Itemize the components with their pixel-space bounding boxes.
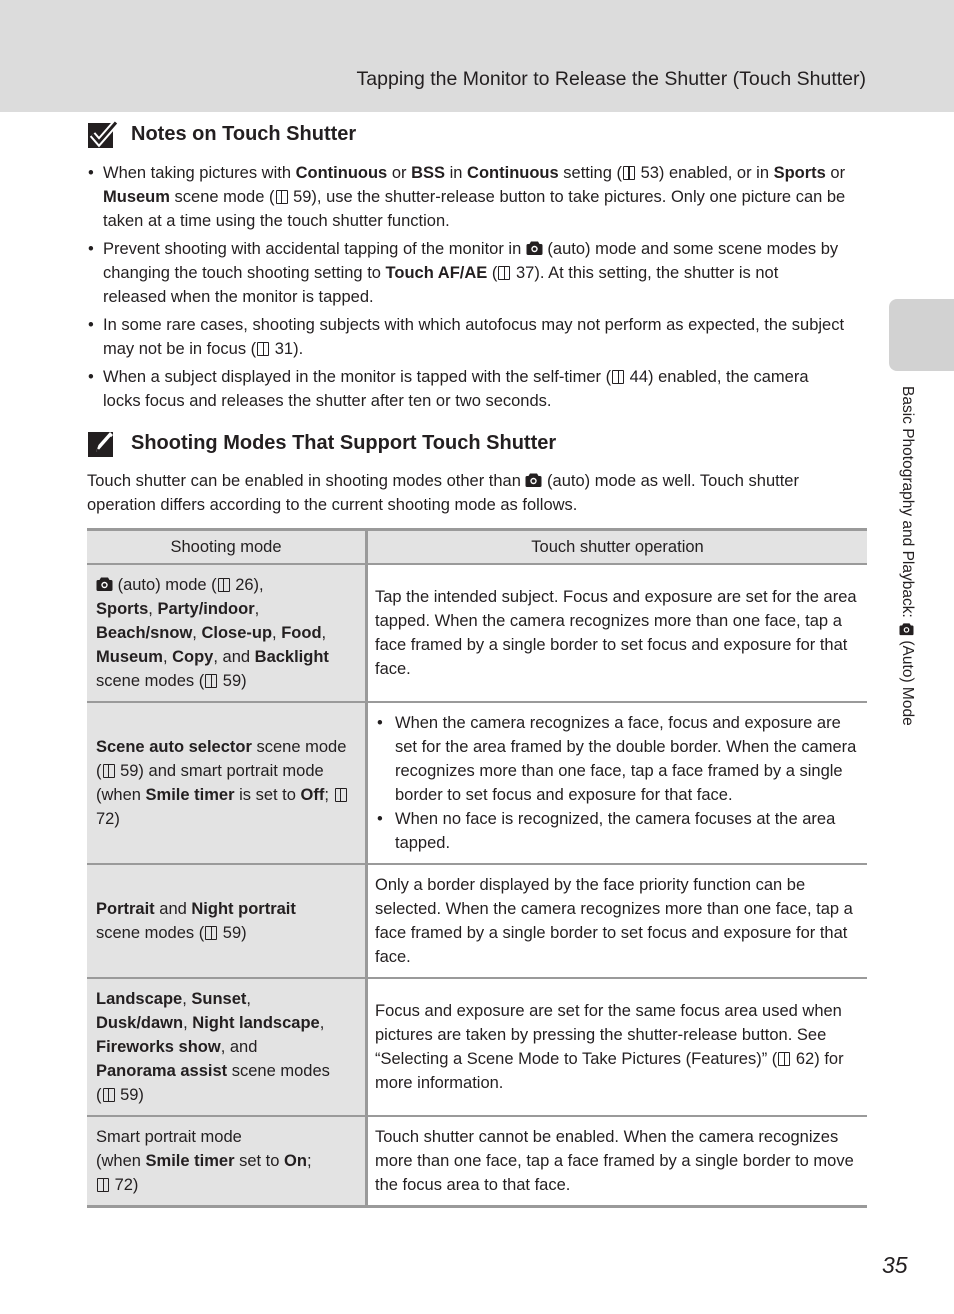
- operation-list-item: • When the camera recognizes a face, focus and exposure are set for the area framed by the double border. When the camera recognizes more than one face, tap a face framed by a single border to set focus and exposure for that face.: [375, 711, 858, 807]
- bold-term: Portrait: [96, 900, 155, 918]
- bold-term: Close-up: [201, 624, 273, 642]
- checkmark-icon: [87, 120, 118, 149]
- note-item: • Prevent shooting with accidental tapping of the monitor in (auto) mode and some scene modes by changing the touch shooting setting to Touch AF/AE ( 37). At this setting, the shutter is not released when the monitor is tapped.: [86, 237, 846, 309]
- bold-term: Fireworks show: [96, 1038, 221, 1056]
- shooting-mode-cell: Scene auto selector scene mode ( 59) and smart portrait mode (when Smile timer is set to Off; 72): [87, 702, 367, 864]
- reference-book-icon: [218, 578, 230, 592]
- page-header: [0, 0, 954, 112]
- note-item: • When taking pictures with Continuous or BSS in Continuous setting ( 53) enabled, or in Sports or Museum scene mode ( 59), use the shutter-release button to take pictures. Only one picture can be taken at a time using the touch shutter function.: [86, 161, 846, 233]
- bold-term: Dusk/dawn: [96, 1014, 184, 1032]
- side-label-text-before: Basic Photography and Playback:: [899, 386, 916, 623]
- pencil-note-icon: [87, 429, 118, 458]
- bold-term: Off: [300, 786, 325, 804]
- bold-term: Sports: [96, 600, 149, 618]
- reference-book-icon: [623, 166, 635, 180]
- reference-book-icon: [276, 190, 288, 204]
- bold-term: Smile timer: [145, 1152, 235, 1170]
- bold-term: On: [284, 1152, 307, 1170]
- shooting-mode-cell: (auto) mode ( 26), Sports, Party/indoor, Beach/snow, Close-up, Food, Museum, Copy, and Backlight scene modes ( 59): [87, 564, 367, 702]
- table-header-mode: Shooting mode: [87, 530, 367, 565]
- bold-term: Night portrait: [191, 900, 296, 918]
- operation-cell: [367, 702, 868, 864]
- bold-term: Touch AF/AE: [385, 264, 488, 282]
- side-label-text-after: (Auto) Mode: [899, 636, 916, 726]
- bold-term: Continuous: [467, 164, 559, 182]
- bold-term: Copy: [172, 648, 214, 666]
- reference-book-icon: [205, 674, 217, 688]
- notes-list: [86, 161, 846, 417]
- bold-term: BSS: [411, 164, 446, 182]
- reference-book-icon: [257, 342, 269, 356]
- bold-term: Food: [281, 624, 322, 642]
- reference-book-icon: [498, 266, 510, 280]
- bold-term: Party/indoor: [157, 600, 255, 618]
- camera-icon: [525, 472, 542, 488]
- table-row: [87, 1116, 867, 1207]
- bold-term: Backlight: [254, 648, 329, 666]
- operation-list: [375, 711, 858, 855]
- modes-heading: [87, 429, 556, 458]
- operation-cell: Only a border displayed by the face priority function can be selected. When the camera recognizes more than one face, tap a face framed by a single border to set focus and exposure for that face.: [367, 864, 868, 978]
- bold-term: Sports: [773, 164, 826, 182]
- bold-term: Continuous: [295, 164, 388, 182]
- reference-book-icon: [97, 1178, 109, 1192]
- reference-book-icon: [335, 788, 347, 802]
- reference-book-icon: [612, 370, 624, 384]
- bold-term: Museum: [103, 188, 170, 206]
- notes-heading: [87, 120, 356, 149]
- shooting-mode-cell: Portrait and Night portrait scene modes ( 59): [87, 864, 367, 978]
- bold-term: Smile timer: [145, 786, 235, 804]
- operation-cell: Focus and exposure are set for the same focus area used when pictures are taken by pressing the shutter-release button. See “Selecting a Scene Mode to Take Pictures (Features)” ( 62) for more information.: [367, 978, 868, 1116]
- section-side-tab: [889, 299, 954, 371]
- page-number: 35: [882, 1252, 908, 1278]
- note-item: • In some rare cases, shooting subjects with which autofocus may not perform as expected, the subject may not be in focus ( 31).: [86, 313, 846, 361]
- section-side-label: [896, 386, 918, 726]
- reference-book-icon: [103, 764, 115, 778]
- table-row: [87, 978, 867, 1116]
- operation-list-item: • When no face is recognized, the camera focuses at the area tapped.: [375, 807, 858, 855]
- reference-book-icon: [103, 1088, 115, 1102]
- table-header-operation: Touch shutter operation: [367, 530, 868, 565]
- camera-icon: [899, 622, 914, 636]
- camera-icon: [526, 240, 543, 256]
- operation-cell: Tap the intended subject. Focus and exposure are set for the area tapped. When the camera recognizes more than one face, tap a face framed by a single border to set focus and exposure for that face.: [367, 564, 868, 702]
- modes-intro: Touch shutter can be enabled in shooting modes other than (auto) mode as well. Touch shutter operation differs according to the current shooting mode as follows.: [87, 472, 799, 514]
- table-row: [87, 702, 867, 864]
- camera-icon: [96, 576, 113, 592]
- bold-term: Panorama assist: [96, 1062, 228, 1080]
- bold-term: Sunset: [191, 990, 247, 1008]
- table-row: [87, 864, 867, 978]
- modes-table: [87, 528, 867, 1208]
- operation-cell: Touch shutter cannot be enabled. When the camera recognizes more than one face, tap a face framed by a single border to move the focus area to that face.: [367, 1116, 868, 1207]
- bold-term: Scene auto selector: [96, 738, 252, 756]
- reference-book-icon: [778, 1052, 790, 1066]
- modes-heading-text: Shooting Modes That Support Touch Shutter: [131, 432, 557, 454]
- notes-heading-text: Notes on Touch Shutter: [131, 123, 357, 145]
- bold-term: Museum: [96, 648, 163, 666]
- page-header-title: Tapping the Monitor to Release the Shutter (Touch Shutter): [356, 68, 866, 90]
- bold-term: Beach/snow: [96, 624, 193, 642]
- bold-term: Landscape: [96, 990, 183, 1008]
- bold-term: Night landscape: [192, 1014, 320, 1032]
- note-item: • When a subject displayed in the monitor is tapped with the self-timer ( 44) enabled, the camera locks focus and releases the shutter after ten or two seconds.: [86, 365, 846, 413]
- reference-book-icon: [205, 926, 217, 940]
- table-header-row: [87, 530, 867, 565]
- shooting-mode-cell: Smart portrait mode (when Smile timer set to On; 72): [87, 1116, 367, 1207]
- shooting-mode-cell: Landscape, Sunset, Dusk/dawn, Night landscape, Fireworks show, and Panorama assist scene modes ( 59): [87, 978, 367, 1116]
- table-row: [87, 564, 867, 702]
